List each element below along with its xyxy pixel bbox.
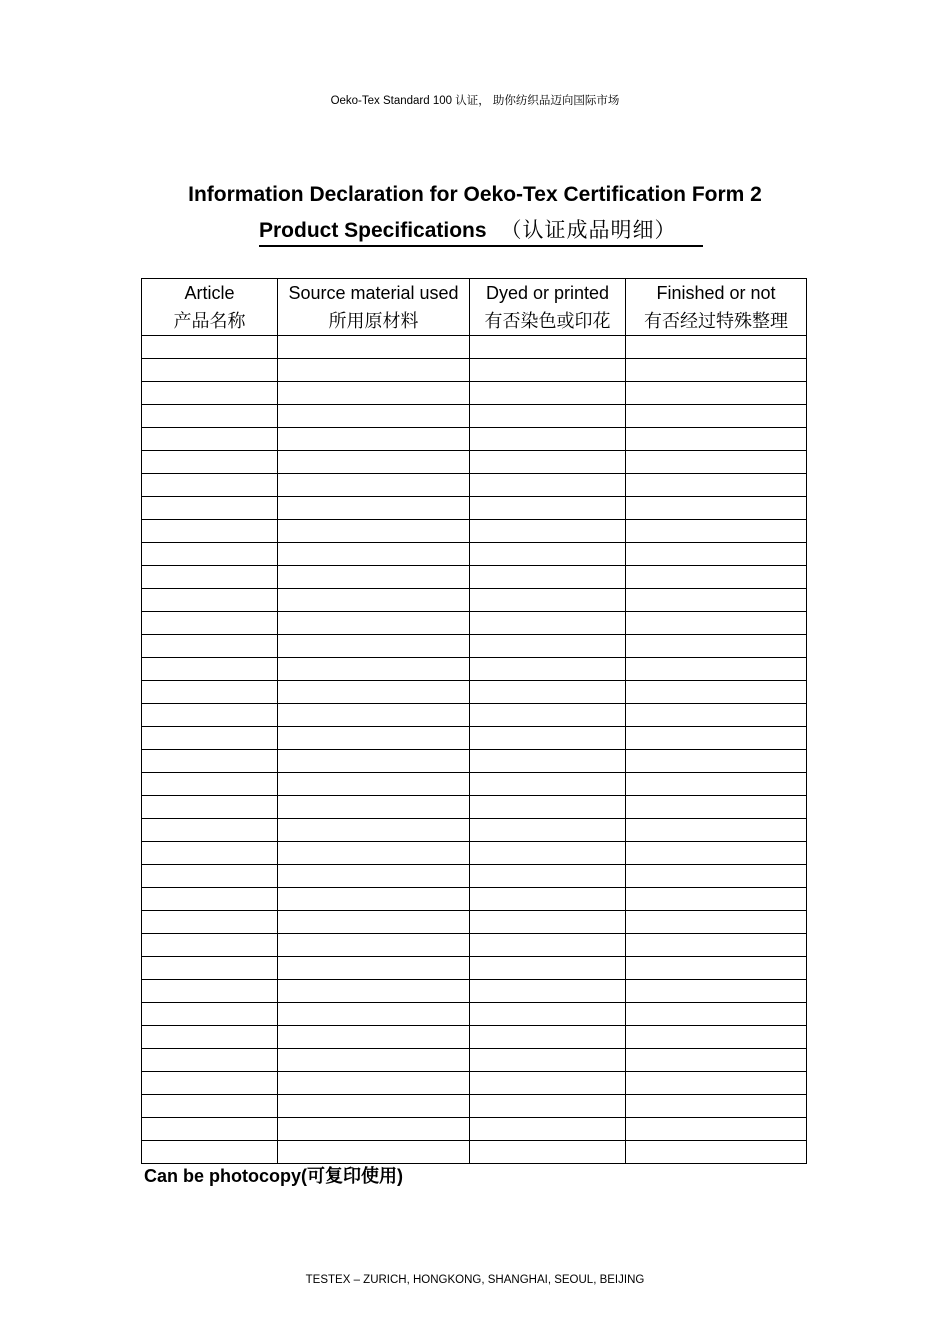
table-row [142,1095,807,1118]
table-row [142,428,807,451]
table-cell [278,681,470,704]
table-cell [626,520,807,543]
table-cell [142,566,278,589]
table-cell [278,1026,470,1049]
table-cell [142,451,278,474]
table-cell [278,612,470,635]
table-cell [470,405,626,428]
form-subtitle [259,214,703,247]
table-cell [278,1049,470,1072]
table-cell [278,934,470,957]
table-cell [142,474,278,497]
table-row [142,405,807,428]
table-cell [142,1049,278,1072]
table-cell [626,474,807,497]
table-row [142,819,807,842]
table-cell [470,543,626,566]
table-cell [626,382,807,405]
table-cell [142,842,278,865]
table-cell [142,635,278,658]
table-cell [278,658,470,681]
table-cell [278,888,470,911]
table-cell [142,497,278,520]
table-cell [626,911,807,934]
table-cell [278,635,470,658]
table-cell [626,888,807,911]
table-cell [142,704,278,727]
table-cell [470,1118,626,1141]
table-cell [626,566,807,589]
table-row [142,681,807,704]
table-cell [626,1118,807,1141]
table-cell [470,635,626,658]
table-cell [142,819,278,842]
table-row [142,612,807,635]
table-row [142,750,807,773]
table-cell [142,520,278,543]
table-cell [470,842,626,865]
table-cell [142,980,278,1003]
table-cell [278,382,470,405]
table-cell [142,589,278,612]
table-cell [626,405,807,428]
table-row [142,1026,807,1049]
column-header-label-cn: 所用原材料 [328,311,419,331]
table-cell [278,842,470,865]
table-cell [278,750,470,773]
table-cell [626,1141,807,1164]
table-cell [626,773,807,796]
table-cell [142,658,278,681]
table-cell [470,1095,626,1118]
table-cell [142,1072,278,1095]
table-cell [470,382,626,405]
table-cell [626,980,807,1003]
table-cell [142,1118,278,1141]
form-subtitle-cn: （认证成品明细） [500,219,677,242]
column-header-label-en: Finished or not [656,283,776,303]
table-cell [278,520,470,543]
table-cell [142,750,278,773]
table-row [142,704,807,727]
table-cell [278,1141,470,1164]
table-cell [626,727,807,750]
table-cell [142,934,278,957]
table-cell [142,612,278,635]
table-cell [470,888,626,911]
table-row [142,1118,807,1141]
table-row [142,589,807,612]
table-row [142,520,807,543]
table-cell [470,1072,626,1095]
table-cell [470,428,626,451]
table-cell [470,980,626,1003]
table-cell [142,957,278,980]
table-cell [278,451,470,474]
table-cell [278,1118,470,1141]
table-row [142,543,807,566]
table-cell [470,451,626,474]
table-cell [470,1003,626,1026]
table-cell [278,497,470,520]
table-row [142,727,807,750]
column-header-label-cn: 有否染色或印花 [484,311,611,331]
table-cell [142,865,278,888]
table-cell [142,796,278,819]
column-header-article [142,279,278,336]
table-cell [626,865,807,888]
table-cell [142,681,278,704]
form-title: Information Declaration for Oeko-Tex Certification Form 2 [188,183,762,206]
table-cell [278,773,470,796]
table-body [142,336,807,1164]
table-cell [278,336,470,359]
table-cell [142,1003,278,1026]
table-cell [470,681,626,704]
table-cell [278,704,470,727]
table-cell [626,336,807,359]
table-row [142,474,807,497]
table-cell [626,612,807,635]
table-row [142,451,807,474]
column-header-label-cn: 产品名称 [173,311,246,331]
table-cell [142,382,278,405]
column-header-label-en: Source material used [288,283,459,303]
table-cell [278,980,470,1003]
table-row [142,497,807,520]
table-cell [626,1049,807,1072]
table-cell [626,934,807,957]
table-cell [278,589,470,612]
table-cell [626,589,807,612]
table-row [142,635,807,658]
table-row [142,796,807,819]
table-row [142,911,807,934]
table-cell [470,497,626,520]
table-cell [626,796,807,819]
table-cell [470,865,626,888]
table-cell [470,911,626,934]
table-row [142,658,807,681]
table-cell [470,957,626,980]
table-cell [278,911,470,934]
table-cell [626,635,807,658]
table-cell [278,428,470,451]
table-cell [470,658,626,681]
table-cell [278,359,470,382]
column-header-label-en: Dyed or printed [485,283,610,303]
table-row [142,566,807,589]
table-cell [142,405,278,428]
table-cell [278,819,470,842]
table-cell [470,359,626,382]
table-cell [470,1026,626,1049]
table-row [142,980,807,1003]
table-cell [470,520,626,543]
page-header-text: Oeko-Tex Standard 100 认证， 助你纺织品迈向国际市场 [330,95,620,107]
table-cell [278,566,470,589]
table-cell [278,865,470,888]
table-cell [470,934,626,957]
table-cell [626,750,807,773]
table-cell [470,727,626,750]
table-cell [142,359,278,382]
table-cell [470,773,626,796]
table-cell [470,796,626,819]
table-cell [626,1095,807,1118]
table-cell [278,405,470,428]
page-footer-text: TESTEX – ZURICH, HONGKONG, SHANGHAI, SEOUL, BEIJING [305,1274,645,1286]
table-row [142,773,807,796]
table-cell [626,842,807,865]
column-header-label-cn: 有否经过特殊整理 [644,311,788,331]
table-cell [142,543,278,566]
table-cell [626,1072,807,1095]
table-cell [470,589,626,612]
table-cell [470,1141,626,1164]
table-cell [626,819,807,842]
table-cell [142,1095,278,1118]
table-cell [142,727,278,750]
table-cell [278,796,470,819]
table-cell [142,1141,278,1164]
table-cell [278,474,470,497]
table-cell [626,658,807,681]
product-specifications-table [141,278,807,1164]
table-row [142,842,807,865]
column-header-finished [626,279,807,336]
table-cell [626,543,807,566]
table-cell [470,336,626,359]
table-cell [278,543,470,566]
table-cell [142,911,278,934]
table-cell [626,704,807,727]
table-cell [626,359,807,382]
table-cell [626,451,807,474]
table-cell [142,1026,278,1049]
table-cell [626,1003,807,1026]
column-header-source-material [278,279,470,336]
table-cell [470,819,626,842]
table-cell [142,888,278,911]
table-row [142,382,807,405]
table-cell [142,336,278,359]
column-header-label-en: Article [184,283,235,303]
table-row [142,1003,807,1026]
form-subtitle-en: Product Specifications [259,219,487,242]
table-row [142,865,807,888]
table-cell [278,1095,470,1118]
table-cell [470,566,626,589]
table-cell [470,1049,626,1072]
table-cell [470,704,626,727]
table-cell [142,773,278,796]
table-header-row [142,279,807,336]
table-row [142,957,807,980]
table-cell [626,1026,807,1049]
table-cell [626,428,807,451]
table-row [142,359,807,382]
table-cell [278,957,470,980]
table-row [142,1141,807,1164]
table-row [142,888,807,911]
table-cell [278,727,470,750]
photocopy-note: Can be photocopy(可复印使用) [144,1166,403,1186]
table-row [142,1072,807,1095]
table-cell [278,1003,470,1026]
table-cell [470,612,626,635]
column-header-dyed-printed [470,279,626,336]
table-row [142,336,807,359]
table-cell [470,474,626,497]
table-cell [142,428,278,451]
table-cell [278,1072,470,1095]
table-row [142,1049,807,1072]
table-cell [470,750,626,773]
table-cell [626,957,807,980]
table-row [142,934,807,957]
table-cell [626,497,807,520]
table-cell [626,681,807,704]
